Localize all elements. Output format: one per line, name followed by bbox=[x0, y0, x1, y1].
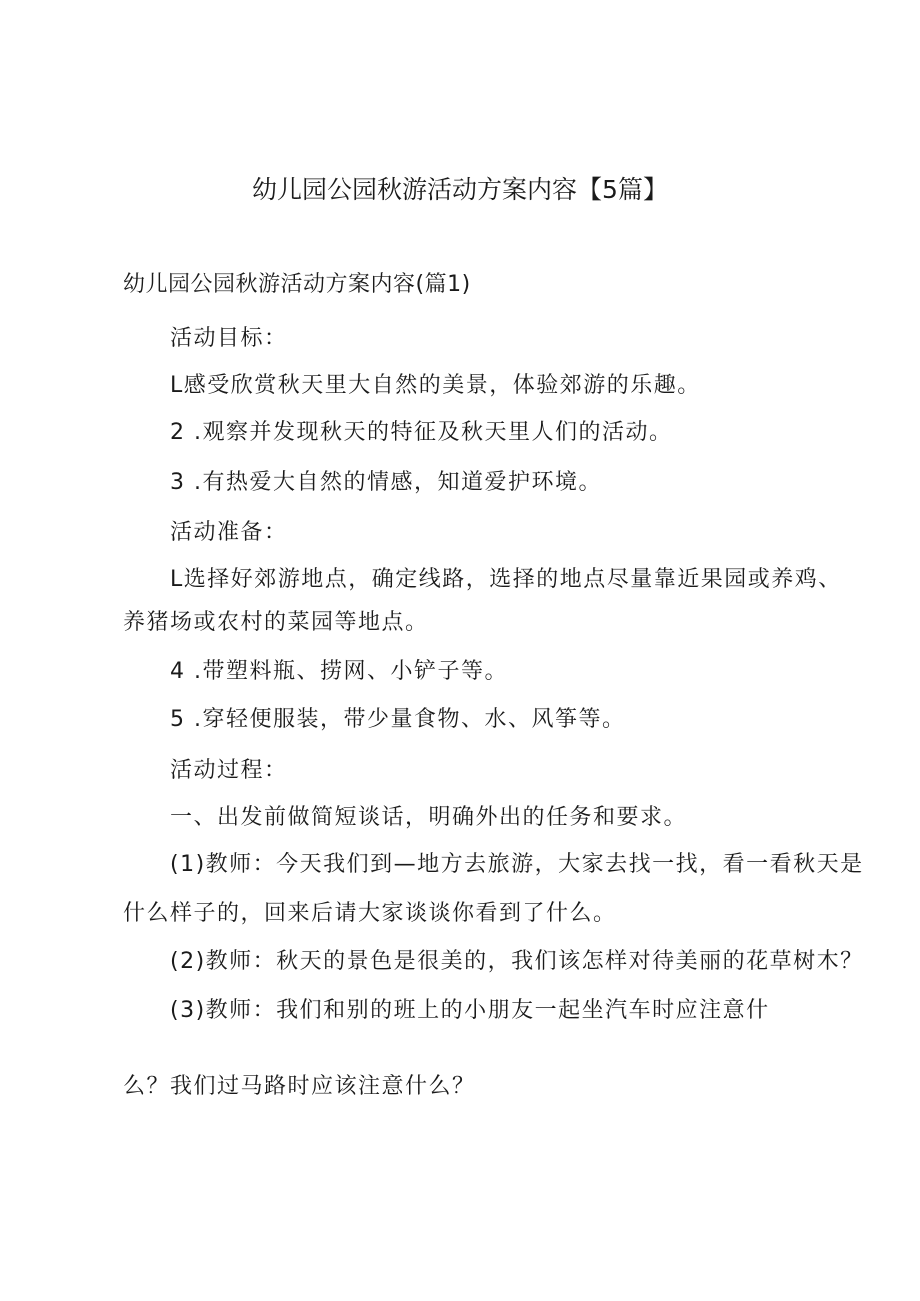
paragraph-process-1: 一、出发前做简短谈话，明确外出的任务和要求。 bbox=[170, 805, 688, 830]
paragraph-prep-heading: 活动准备： bbox=[170, 520, 288, 545]
paragraph-process-1-q1: (1)教师：今天我们到—地方去旅游，大家去找一找，看一看秋天是 bbox=[170, 852, 864, 877]
paragraph-goal-1: L感受欣赏秋天里大自然的美景，体验郊游的乐趣。 bbox=[170, 373, 701, 398]
paragraph-process-1-q2: (2)教师：秋天的景色是很美的，我们该怎样对待美丽的花草树木？ bbox=[170, 949, 864, 974]
paragraph-goal-2: 2 .观察并发现秋天的特征及秋天里人们的活动。 bbox=[170, 420, 673, 445]
section-heading: 幼儿园公园秋游活动方案内容(篇1) bbox=[123, 272, 471, 297]
paragraph-prep-3: 5 .穿轻便服装，带少量食物、水、风筝等。 bbox=[170, 707, 626, 732]
document-title: 幼儿园公园秋游活动方案内容【5篇】 bbox=[252, 175, 668, 204]
paragraph-process-1-q1-cont: 什么样子的，回来后请大家谈谈你看到了什么。 bbox=[123, 901, 617, 926]
paragraph-process-1-q3: (3)教师：我们和别的班上的小朋友一起坐汽车时应注意什 bbox=[170, 998, 770, 1023]
paragraph-process-heading: 活动过程： bbox=[170, 758, 288, 783]
paragraph-prep-1: L选择好郊游地点，确定线路，选择的地点尽量靠近果园或养鸡、 bbox=[170, 567, 842, 592]
paragraph-prep-1-cont: 养猪场或农村的菜园等地点。 bbox=[123, 610, 429, 635]
paragraph-prep-2: 4 .带塑料瓶、捞网、小铲子等。 bbox=[170, 659, 508, 684]
paragraph-goals-heading: 活动目标： bbox=[170, 326, 288, 351]
paragraph-process-1-q3-cont: 么？我们过马路时应该注意什么？ bbox=[123, 1074, 476, 1099]
paragraph-goal-3: 3 .有热爱大自然的情感，知道爱护环境。 bbox=[170, 470, 602, 495]
